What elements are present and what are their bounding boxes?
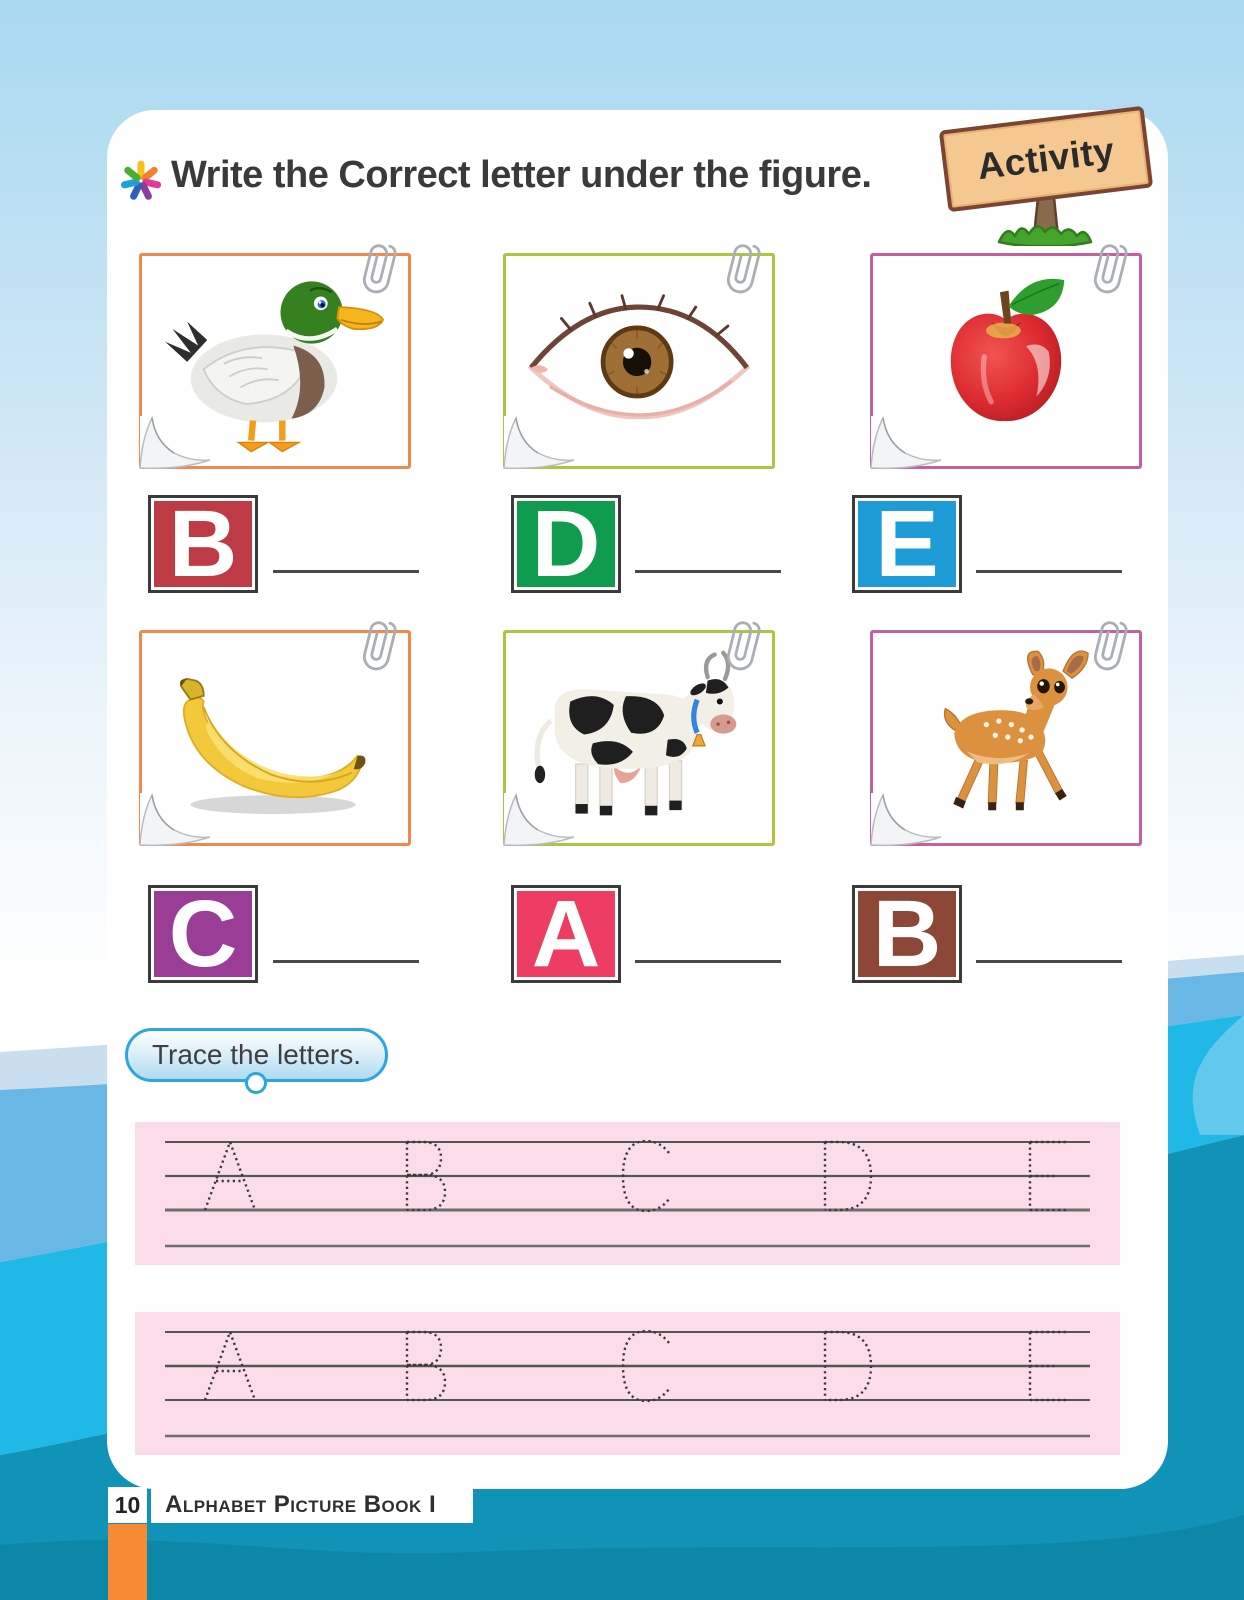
worksheet-card — [107, 110, 1168, 1489]
letter-tile-D-green — [511, 490, 621, 597]
answer-line-apple[interactable] — [976, 570, 1122, 573]
tile-letter: C — [168, 880, 238, 987]
answer-line-deer[interactable] — [976, 960, 1122, 963]
picture-card-duck — [139, 253, 411, 469]
trace-heading-label: Trace the letters. — [151, 1039, 362, 1070]
page-curl — [869, 408, 945, 470]
letter-tile-C-purple — [148, 880, 258, 987]
picture-card-apple — [870, 253, 1142, 469]
activity-sign-board — [939, 106, 1153, 212]
tile-letter: A — [531, 880, 601, 987]
orange-tab — [108, 1524, 147, 1600]
answer-line-cow[interactable] — [635, 960, 781, 963]
tile-letter: B — [872, 880, 942, 987]
letter-tile-E-blue — [852, 490, 962, 597]
bubble-dot — [245, 1072, 267, 1094]
picture-card-deer — [870, 630, 1142, 846]
page-curl — [502, 408, 578, 470]
answer-line-banana[interactable] — [273, 960, 419, 963]
asterisk-bullet-icon — [119, 158, 163, 202]
page-number: 10 — [108, 1487, 147, 1523]
answer-line-duck[interactable] — [273, 570, 419, 573]
activity-sign — [935, 108, 1155, 244]
answer-line-eye[interactable] — [635, 570, 781, 573]
page-title: Write the Correct letter under the figure. — [171, 154, 872, 196]
trace-strip-1[interactable] — [135, 1122, 1120, 1265]
letter-tile-B-red — [148, 490, 258, 597]
activity-sign-label: Activity — [975, 129, 1117, 188]
tile-letter: B — [168, 490, 238, 597]
book-title-strip — [151, 1487, 473, 1523]
page-curl — [869, 785, 945, 847]
sign-grass — [997, 220, 1093, 246]
letter-tile-A-pink — [511, 880, 621, 987]
picture-card-cow — [503, 630, 775, 846]
letter-tile-B-brown — [852, 880, 962, 987]
picture-card-eye — [503, 253, 775, 469]
tile-letter: D — [531, 490, 601, 597]
picture-card-banana — [139, 630, 411, 846]
page-curl — [138, 785, 214, 847]
tile-letter: E — [875, 490, 939, 597]
page-curl — [502, 785, 578, 847]
trace-strip-2[interactable] — [135, 1312, 1120, 1455]
book-title: Alphabet Picture Book I — [165, 1491, 437, 1518]
page-curl — [138, 408, 214, 470]
